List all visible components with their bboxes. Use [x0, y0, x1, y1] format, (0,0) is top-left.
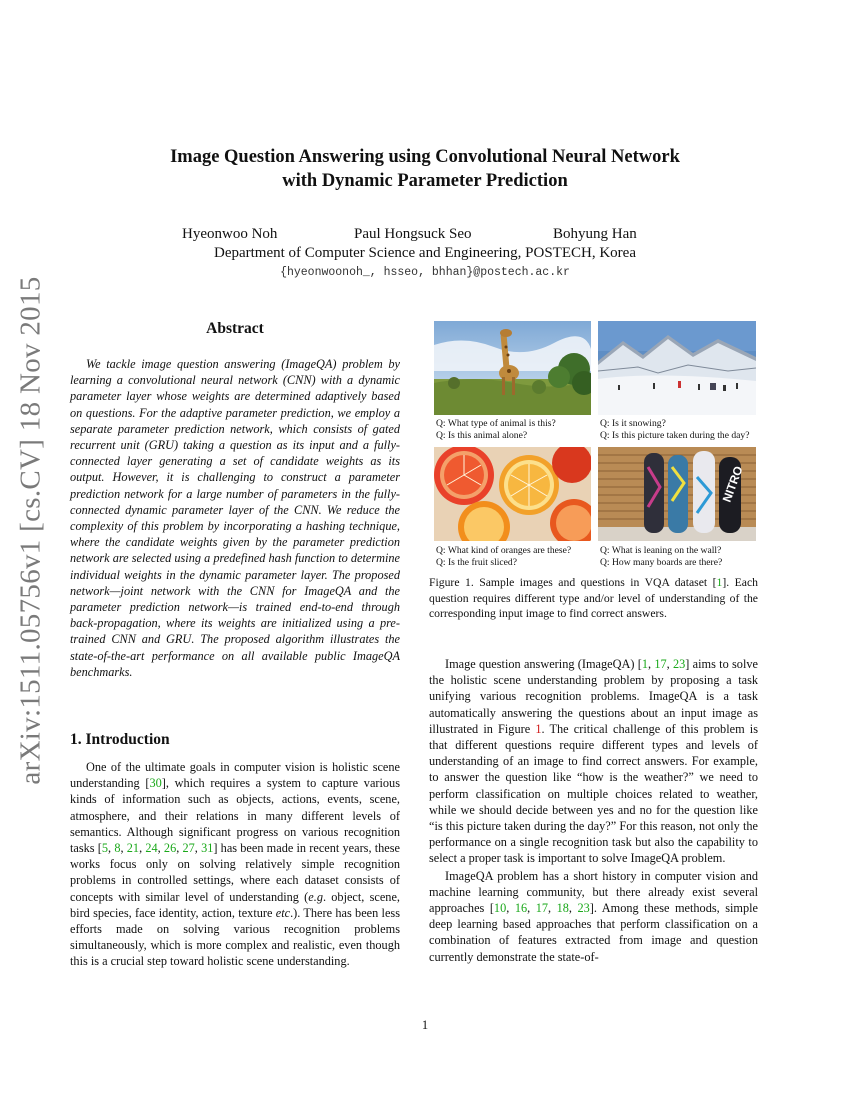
author-name: Hyeonwoo Noh — [182, 226, 278, 242]
ski-slope-photo — [598, 321, 756, 415]
giraffe-photo — [434, 321, 591, 415]
question-4b: Q: How many boards are there? — [600, 557, 723, 568]
author-name: Bohyung Han — [553, 226, 637, 242]
citation-link[interactable]: 17 — [535, 901, 548, 916]
question-2b: Q: Is this picture taken during the day? — [600, 430, 750, 441]
citation-link[interactable]: 17 — [654, 657, 667, 671]
citation-link[interactable]: 30 — [149, 776, 162, 791]
question-2a: Q: Is it snowing? — [600, 418, 666, 429]
citation-link[interactable]: 10 — [493, 901, 507, 916]
paragraph: ImageQA problem has a short history in computer vision and machine learning community, but there already exist several approaches [10, 16, 17, 18, 23]. Among these methods, simple deep learning based approaches that perform classification on a combination of features extracted from image and question currently demonstrate the state-of- — [429, 868, 759, 964]
title-line-1: Image Question Answering using Convolutional Neural Network — [170, 147, 680, 167]
question-4a: Q: What is leaning on the wall? — [600, 545, 722, 556]
citation-link[interactable]: 5 — [101, 841, 109, 856]
intro-paragraph: One of the ultimate goals in computer vision is holistic scene understanding [30], which requires a system to capture various kinds of information such as objects, actions, events, scene, atmosphere, and their relations in many different levels of semantics. Although significant progress on various recognition tasks [5, 8, 21, 24, 26, 27, 31] has been made in recent years, these works focus only on solving relatively simple recognition problems in controlled settings, where each dataset consists of concepts with similar level of understanding (e.g. object, scene, bird species, face identity, action, texture etc.). There has been less efforts made on solving various recognition problems simultaneously, which is more complex and realistic, even though this is a crucial step toward holistic scene understanding. — [70, 760, 400, 969]
citation-link[interactable]: 18 — [556, 901, 569, 916]
author-name: Paul Hongsuck Seo — [354, 226, 472, 242]
title-line-2: with Dynamic Parameter Prediction — [282, 171, 568, 191]
question-1a: Q: What type of animal is this? — [436, 418, 556, 429]
abstract-heading: Abstract — [206, 320, 264, 337]
author-emails: {hyeonwoonoh_, hsseo, bhhan}@postech.ac.kr — [280, 266, 570, 279]
snowboards-photo — [598, 447, 756, 541]
citation-link[interactable]: 26 — [163, 841, 177, 856]
citation-link[interactable]: 8 — [114, 841, 121, 856]
figure-caption: Figure 1. Sample images and questions in VQA dataset [1]. Each question requires different type and/or level of understanding of the corresponding input image to find correct answers. — [429, 576, 758, 620]
citation-link[interactable]: 1 — [716, 576, 723, 589]
question-3b: Q: Is the fruit sliced? — [436, 557, 517, 568]
question-3a: Q: What kind of oranges are these? — [436, 545, 572, 556]
question-1b: Q: Is this animal alone? — [436, 430, 528, 441]
citation-link[interactable]: 23 — [673, 657, 686, 671]
citation-link[interactable]: 23 — [577, 901, 590, 916]
citation-link[interactable]: 27 — [182, 841, 195, 856]
introduction-body — [70, 759, 400, 970]
abstract-text: We tackle image question answering (ImageQA) problem by learning a convolutional neural network (CNN) with a dynamic parameter layer whose weights are determined adaptively based on questions. For the adaptive parameter prediction, we employ a separate parameter prediction network, which consists of gated recurrent unit (GRU) taking a question as its input and a fully-connected layer generating a set of candidate weights as its output. However, it is challenging to construct a parameter prediction network for a large number of parameters in the fully-connected dynamic parameter layer of the CNN. We reduce the complexity of this problem by incorporating a hashing technique, where the candidate weights given by the parameter prediction network are selected using a predefined hash function to determine individual weights in the dynamic parameter layer. The proposed network—joint network with the CNN for ImageQA and the parameter prediction network—is trained end-to-end through back-propagation, where its weights are initialized using a pre-trained CNN and GRU. The proposed algorithm illustrates the state-of-the-art performance on all available public ImageQA benchmarks. — [70, 357, 401, 679]
citation-link[interactable]: 1 — [641, 657, 648, 671]
paper-title — [0, 145, 850, 193]
citation-link[interactable]: 24 — [145, 841, 158, 856]
page-number: 1 — [421, 1018, 429, 1032]
section-heading-introduction: 1. Introduction — [70, 731, 170, 748]
right-column-body — [429, 656, 758, 965]
arxiv-stamp — [14, 275, 48, 785]
citation-link[interactable]: 16 — [514, 901, 528, 916]
oranges-photo — [434, 447, 591, 541]
abstract-body — [70, 356, 400, 680]
affiliation: Department of Computer Science and Engineering, POSTECH, Korea — [214, 245, 636, 261]
citation-link[interactable]: 21 — [126, 841, 140, 856]
figure-reference-link[interactable]: 1 — [535, 721, 542, 736]
snowboard-brand-text: NITRO — [719, 464, 746, 505]
arxiv-identifier: arXiv:1511.05756v1 [cs.CV] 18 Nov 2015 — [14, 275, 47, 785]
citation-link[interactable]: 31 — [201, 841, 214, 856]
paragraph: Image question answering (ImageQA) [1, 17, 23] aims to solve the holistic scene understanding problem by proposing a task unifying various recognition problems. ImageQA is a task automatically answering the questions about an input image as illustrated in Figure 1. The critical challenge of this problem is that different questions require different types and levels of understanding of an image to find correct answers. For example, to answer the question like “how is the weather?” we need to perform classification on multiple choices related to weather, while we should decide between yes and no for the question like “is this picture taken during the day?” For this reason, not only the performance on a single recognition task but also the capability to select a proper task is important to solve ImageQA problem. — [429, 657, 758, 866]
